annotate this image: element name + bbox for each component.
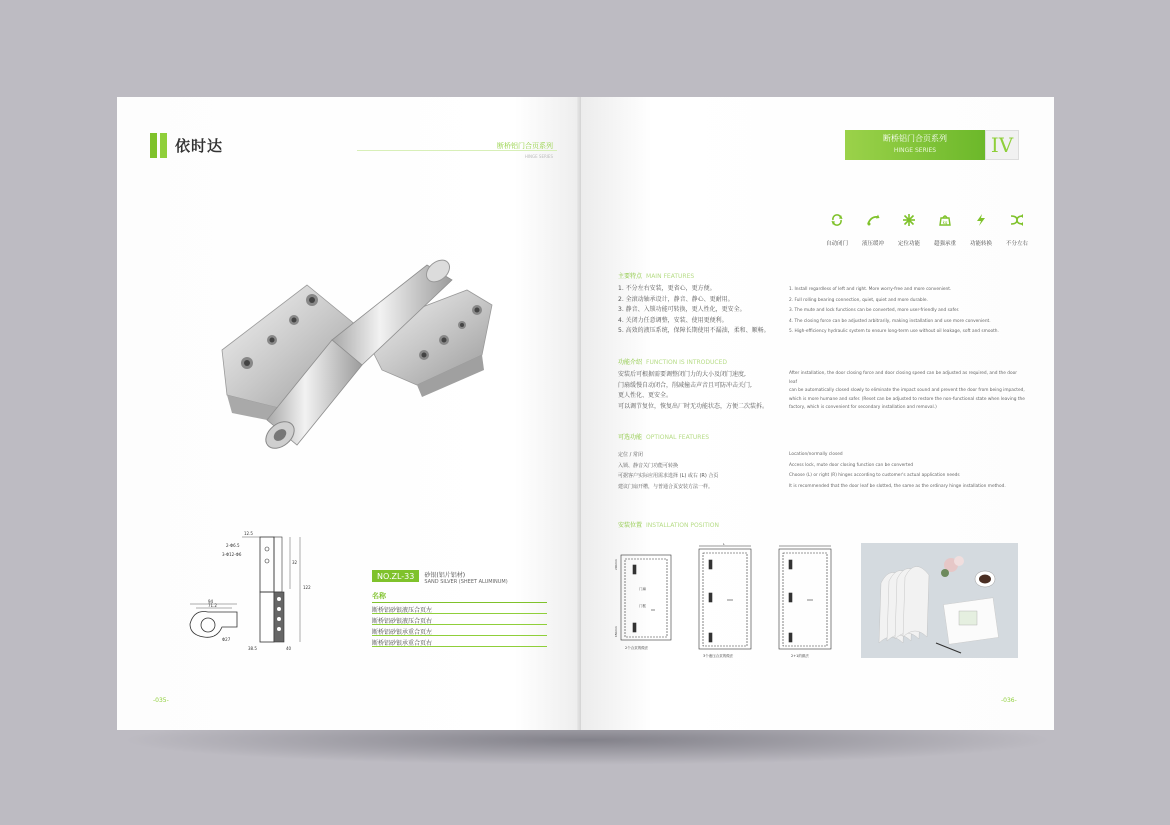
text-line: 安装后可根据需要调整闭门力的大小及闭门速度, bbox=[618, 371, 746, 378]
left-right-icon bbox=[1010, 213, 1024, 227]
text-line: 定位 / 常闭 bbox=[618, 452, 643, 458]
lifestyle-photo bbox=[861, 543, 1018, 658]
text-line: 4. The closing force can be adjusted arbitrarily, making installation and use more convenient. bbox=[789, 318, 991, 324]
load-bearing-icon bbox=[938, 213, 952, 227]
hydraulic-buffer-icon bbox=[866, 213, 880, 227]
diagram-caption: 2+1的做法 bbox=[791, 654, 809, 658]
right-page bbox=[581, 97, 1054, 730]
main-features-title bbox=[618, 271, 694, 280]
finish-en: SAND SILVER (SHEET ALUMINUM) bbox=[424, 579, 508, 585]
dim-label: 32 bbox=[292, 560, 298, 565]
text-line: can be automatically closed slowly to eliminate the impact sound and prevent the door from being impacted, bbox=[789, 388, 1025, 393]
main-features-en bbox=[789, 285, 1026, 338]
logo-mark-icon bbox=[150, 133, 167, 158]
feature-load-bearing bbox=[927, 213, 963, 249]
text-line: Access lock, mute door closing function can be converted bbox=[789, 462, 914, 468]
dim-label: 38.5 bbox=[248, 646, 257, 651]
function-switch-icon bbox=[974, 213, 988, 227]
feature-auto-close bbox=[819, 213, 855, 249]
svg-text:kg: kg bbox=[942, 220, 948, 225]
text-line: Location/normally closed bbox=[789, 452, 843, 457]
text-line: 3. The mute and lock functions can be converted, more user-friendly and safer. bbox=[789, 308, 960, 313]
text-line: 2. 全滚动轴承设计，静音、静心、更耐用。 bbox=[618, 295, 734, 303]
section-title-en: OPTIONAL FEATURES bbox=[646, 434, 710, 441]
section-title-en: FUNCTION IS INTRODUCED bbox=[646, 359, 728, 366]
diagram-label: 门扇 bbox=[639, 587, 646, 591]
positioning-icon bbox=[902, 213, 916, 227]
text-line: 1. Install regardless of left and right. More worry-free and more convenient. bbox=[789, 287, 952, 292]
text-line: 可据客户实际应用需求选择 (L) 或右 (R) 合页 bbox=[618, 473, 719, 479]
series-cn: 断桥铝门合页系列 bbox=[883, 134, 947, 143]
brand-logo bbox=[150, 133, 223, 158]
text-line: 门扇缓慢自动闭合，削减撞击声音且可防冲击关门, bbox=[618, 381, 752, 389]
dim-label: 71.2 bbox=[208, 603, 217, 608]
name-row: 断桥铝砂银承重合页左 bbox=[372, 625, 547, 636]
function-en bbox=[789, 370, 1026, 413]
section-title-cn: 主要特点 bbox=[618, 273, 643, 280]
series-roman-numeral: IV bbox=[985, 130, 1019, 160]
text-line: After installation, the door closing force and door closing speed can be adjusted as required, and the door leaf bbox=[789, 371, 1017, 385]
series-banner bbox=[845, 130, 1019, 160]
left-page bbox=[117, 97, 585, 730]
text-line: 4. 关闭力任意调整，安装、使用更便利。 bbox=[618, 316, 728, 324]
function-title bbox=[618, 357, 727, 366]
optional-cn bbox=[618, 450, 718, 492]
model-badge: NO.ZL-33 bbox=[372, 570, 419, 582]
page-number-right: -036- bbox=[1001, 697, 1017, 704]
feature-label: 不分左右 bbox=[1005, 241, 1028, 247]
installation-title bbox=[618, 520, 719, 529]
name-row: 断桥铝砂银液压合页左 bbox=[372, 603, 547, 614]
auto-close-icon bbox=[830, 213, 844, 227]
series-en: HINGE SERIES bbox=[524, 154, 553, 159]
dim-label: 12.5 bbox=[244, 531, 253, 536]
feature-function-switch bbox=[963, 213, 999, 249]
diagram-label: 门框 bbox=[639, 604, 646, 608]
text-line: factory, which is convenient for secondary installation and removal.) bbox=[789, 405, 937, 410]
dim-label: 2-Φ6.5 bbox=[226, 543, 240, 548]
product-info bbox=[372, 570, 547, 647]
finish-label bbox=[424, 570, 507, 585]
name-row: 断桥铝砂银液压合页右 bbox=[372, 614, 547, 625]
dim-label: 122 bbox=[303, 585, 311, 590]
dim-label: 3-Φ12-Φ6 bbox=[222, 552, 242, 557]
text-line: 可以调节复位，恢复出厂时无功能状态，方便二次装拆。 bbox=[618, 402, 769, 410]
section-title-en: INSTALLATION POSITION bbox=[646, 522, 719, 529]
finish-cn: 砂银(铝片铝材) bbox=[424, 572, 466, 579]
dim-label: 40 bbox=[286, 646, 292, 651]
feature-label: 液压缓冲 bbox=[861, 241, 884, 247]
text-line: 建议门扇开槽，与普通合页安装方法一样。 bbox=[618, 483, 714, 490]
text-line: It is recommended that the door leaf be slotted, the same as the ordinary hinge installation method. bbox=[789, 483, 1006, 489]
diagram-caption: 2个合页的做法 bbox=[625, 646, 649, 650]
brand-name: 依时达 bbox=[175, 137, 224, 155]
section-title-cn: 可选功能 bbox=[618, 434, 643, 441]
section-title-en: MAIN FEATURES bbox=[646, 273, 695, 280]
feature-left-right bbox=[999, 213, 1035, 249]
series-en: HINGE SERIES bbox=[893, 147, 937, 154]
feature-hydraulic-buffer bbox=[855, 213, 891, 249]
technical-drawing bbox=[182, 529, 332, 657]
series-cn: 断桥铝门合页系列 bbox=[497, 142, 553, 150]
main-features-cn bbox=[618, 284, 770, 337]
section-title-cn: 安装位置 bbox=[618, 522, 643, 529]
diagram-label: 200mm bbox=[614, 559, 618, 570]
text-line: 5. 高效的液压系统，保障长期使用不漏油，柔和、顺畅。 bbox=[618, 327, 770, 334]
text-line: Choose (L) or right (R) hinges according to customer's actual application needs bbox=[789, 473, 960, 478]
optional-en bbox=[789, 450, 1026, 492]
series-label bbox=[497, 141, 553, 159]
function-cn bbox=[618, 370, 768, 412]
feature-label: 功能转换 bbox=[969, 241, 992, 247]
feature-label: 自动闭门 bbox=[825, 241, 848, 247]
dim-label: 94 bbox=[208, 599, 214, 604]
feature-label: 定位功能 bbox=[897, 241, 920, 247]
text-line: which is more humane and safer. (Reset can be adjusted to restore the non-functional state when leaving the bbox=[789, 396, 1025, 402]
name-row: 断桥铝砂银承重合页右 bbox=[372, 636, 547, 647]
text-line: 2. Full rolling bearing connection, quiet, quiet and more durable. bbox=[789, 297, 928, 303]
feature-icons bbox=[819, 213, 1035, 249]
text-line: 5. High-efficiency hydraulic system to ensure long-term use without oil leakage, soft and smooth. bbox=[789, 329, 999, 334]
diagram-label: L bbox=[723, 542, 725, 546]
page-number-left: -035- bbox=[153, 697, 169, 704]
feature-positioning bbox=[891, 213, 927, 249]
text-line: 入锁、静音关门功能可转换 bbox=[618, 462, 679, 469]
text-line: 更人性化、更安全。 bbox=[618, 392, 673, 399]
feature-label: 超强承重 bbox=[933, 241, 956, 247]
text-line: 1. 不分左右安装，更省心，更方便。 bbox=[618, 285, 716, 292]
optional-title bbox=[618, 432, 709, 441]
name-header: 名称 bbox=[372, 591, 547, 603]
series-banner-text bbox=[845, 130, 985, 160]
hinge-product-image bbox=[212, 245, 502, 465]
text-line: 3. 静音、入锁功能可转换，更人性化，更安全。 bbox=[618, 306, 746, 313]
installation-diagrams bbox=[611, 542, 861, 665]
diagram-label: 150mm bbox=[614, 626, 618, 637]
section-title-cn: 功能介绍 bbox=[618, 359, 643, 366]
diagram-caption: 3个液压合页的做法 bbox=[703, 654, 734, 658]
dim-label: Φ27 bbox=[222, 637, 231, 642]
